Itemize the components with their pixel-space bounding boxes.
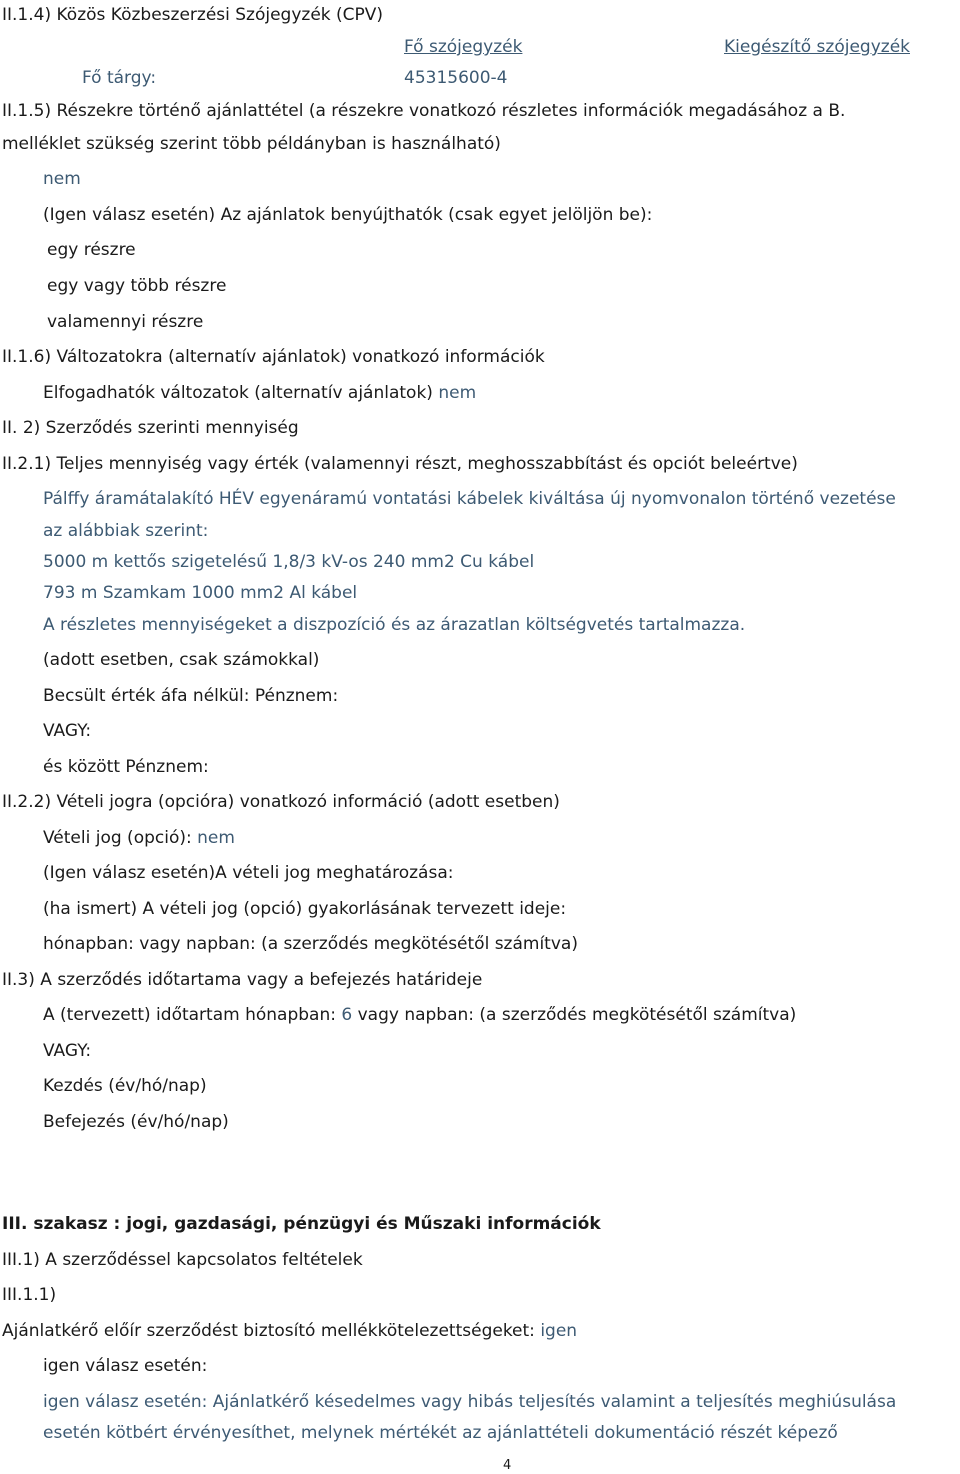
total-quantity-heading: II.2.1) Teljes mennyiség vagy érték (valamennyi részt, meghosszabbítást és opciót beleértve) bbox=[2, 454, 798, 474]
section3-sub2: III.1.1) bbox=[2, 1285, 57, 1305]
lots-option-all: valamennyi részre bbox=[47, 312, 204, 332]
cpv-heading: II.1.4) Közös Közbeszerzési Szójegyzék (CPV) bbox=[2, 5, 384, 25]
duration-planned-value: 6 bbox=[341, 1005, 353, 1025]
duration-planned-line bbox=[43, 1004, 796, 1026]
lots-option-one: egy részre bbox=[47, 240, 136, 260]
options-if-yes: (Igen válasz esetén)A vételi jog meghatározása: bbox=[43, 863, 454, 883]
duration-planned-suffix: vagy napban: (a szerződés megkötésétől számítva) bbox=[357, 1005, 797, 1025]
lots-option-several: egy vagy több részre bbox=[47, 276, 227, 296]
options-months-days: hónapban: vagy napban: (a szerződés megkötésétől számítva) bbox=[43, 934, 578, 954]
variants-heading: II.1.6) Változatokra (alternatív ajánlatok) vonatkozó információk bbox=[2, 347, 545, 367]
section3-sub1: III.1) A szerződéssel kapcsolatos feltételek bbox=[2, 1250, 363, 1270]
duration-heading: II.3) A szerződés időtartama vagy a befejezés határideje bbox=[2, 970, 483, 990]
duration-start: Kezdés (év/hó/nap) bbox=[43, 1076, 207, 1096]
quantity-heading: II. 2) Szerződés szerinti mennyiség bbox=[2, 418, 299, 438]
quantity-desc-line2: az alábbiak szerint: bbox=[43, 521, 209, 541]
lots-if-yes: (Igen válasz esetén) Az ajánlatok benyújthatók (csak egyet jelöljön be): bbox=[43, 205, 653, 225]
supp-vocab-link[interactable]: Kiegészítő szójegyzék bbox=[724, 37, 910, 57]
quantity-or: VAGY: bbox=[43, 721, 92, 741]
lots-heading-line2: melléklet szükség szerint több példányban is használható) bbox=[2, 134, 501, 154]
quantity-between: és között Pénznem: bbox=[43, 757, 209, 777]
guarantee-detail-line1: igen válasz esetén: Ajánlatkérő késedelmes vagy hibás teljesítés valamint a teljesítés meghiúsulása bbox=[43, 1392, 897, 1412]
duration-or: VAGY: bbox=[43, 1041, 92, 1061]
estimated-value: Becsült érték áfa nélkül: Pénznem: bbox=[43, 686, 339, 706]
options-label: Vételi jog (opció): bbox=[43, 828, 192, 848]
duration-end: Befejezés (év/hó/nap) bbox=[43, 1112, 229, 1132]
main-object-label: Fő tárgy: bbox=[82, 68, 157, 88]
quantity-desc-line3: 5000 m kettős szigetelésű 1,8/3 kV-os 240 mm2 Cu kábel bbox=[43, 552, 535, 572]
quantity-desc-line1: Pálffy áramátalakító HÉV egyenáramú vontatási kábelek kiváltása új nyomvonalon történő vezetése bbox=[43, 489, 896, 509]
options-line bbox=[43, 827, 235, 849]
main-vocab-link[interactable]: Fő szójegyzék bbox=[404, 37, 523, 57]
variants-accepted-label: Elfogadhatók változatok (alternatív ajánlatok) bbox=[43, 383, 433, 403]
options-timeline: (ha ismert) A vételi jog (opció) gyakorlásának tervezett ideje: bbox=[43, 899, 567, 919]
lots-heading-line1: II.1.5) Részekre történő ajánlattétel (a részekre vonatkozó részletes információk megadásához a B. bbox=[2, 101, 846, 121]
guarantee-label: Ajánlatkérő előír szerződést biztosító mellékkötelezettségeket: bbox=[2, 1321, 535, 1341]
quantity-desc-line5: A részletes mennyiségeket a diszpozíció és az árazatlan költségvetés tartalmazza. bbox=[43, 615, 746, 635]
page-number: 4 bbox=[503, 1458, 512, 1473]
duration-planned-label: A (tervezett) időtartam hónapban: bbox=[43, 1005, 336, 1025]
variants-accepted-value: nem bbox=[438, 383, 477, 403]
guarantee-if-yes: igen válasz esetén: bbox=[43, 1356, 208, 1376]
variants-line bbox=[43, 382, 476, 404]
main-object-code: 45315600-4 bbox=[404, 68, 508, 88]
guarantee-line bbox=[2, 1320, 577, 1342]
section3-title: III. szakasz : jogi, gazdasági, pénzügyi és Műszaki információk bbox=[2, 1214, 601, 1234]
quantity-desc-line4: 793 m Szamkam 1000 mm2 Al kábel bbox=[43, 583, 358, 603]
numbers-only-note: (adott esetben, csak számokkal) bbox=[43, 650, 320, 670]
options-value: nem bbox=[197, 828, 235, 848]
options-heading: II.2.2) Vételi jogra (opcióra) vonatkozó információ (adott esetben) bbox=[2, 792, 560, 812]
guarantee-detail-line2: esetén kötbért érvényesíthet, melynek mértékét az ajánlattételi dokumentáció részét képező bbox=[43, 1423, 838, 1443]
lots-answer: nem bbox=[43, 169, 81, 189]
guarantee-value: igen bbox=[540, 1321, 578, 1341]
